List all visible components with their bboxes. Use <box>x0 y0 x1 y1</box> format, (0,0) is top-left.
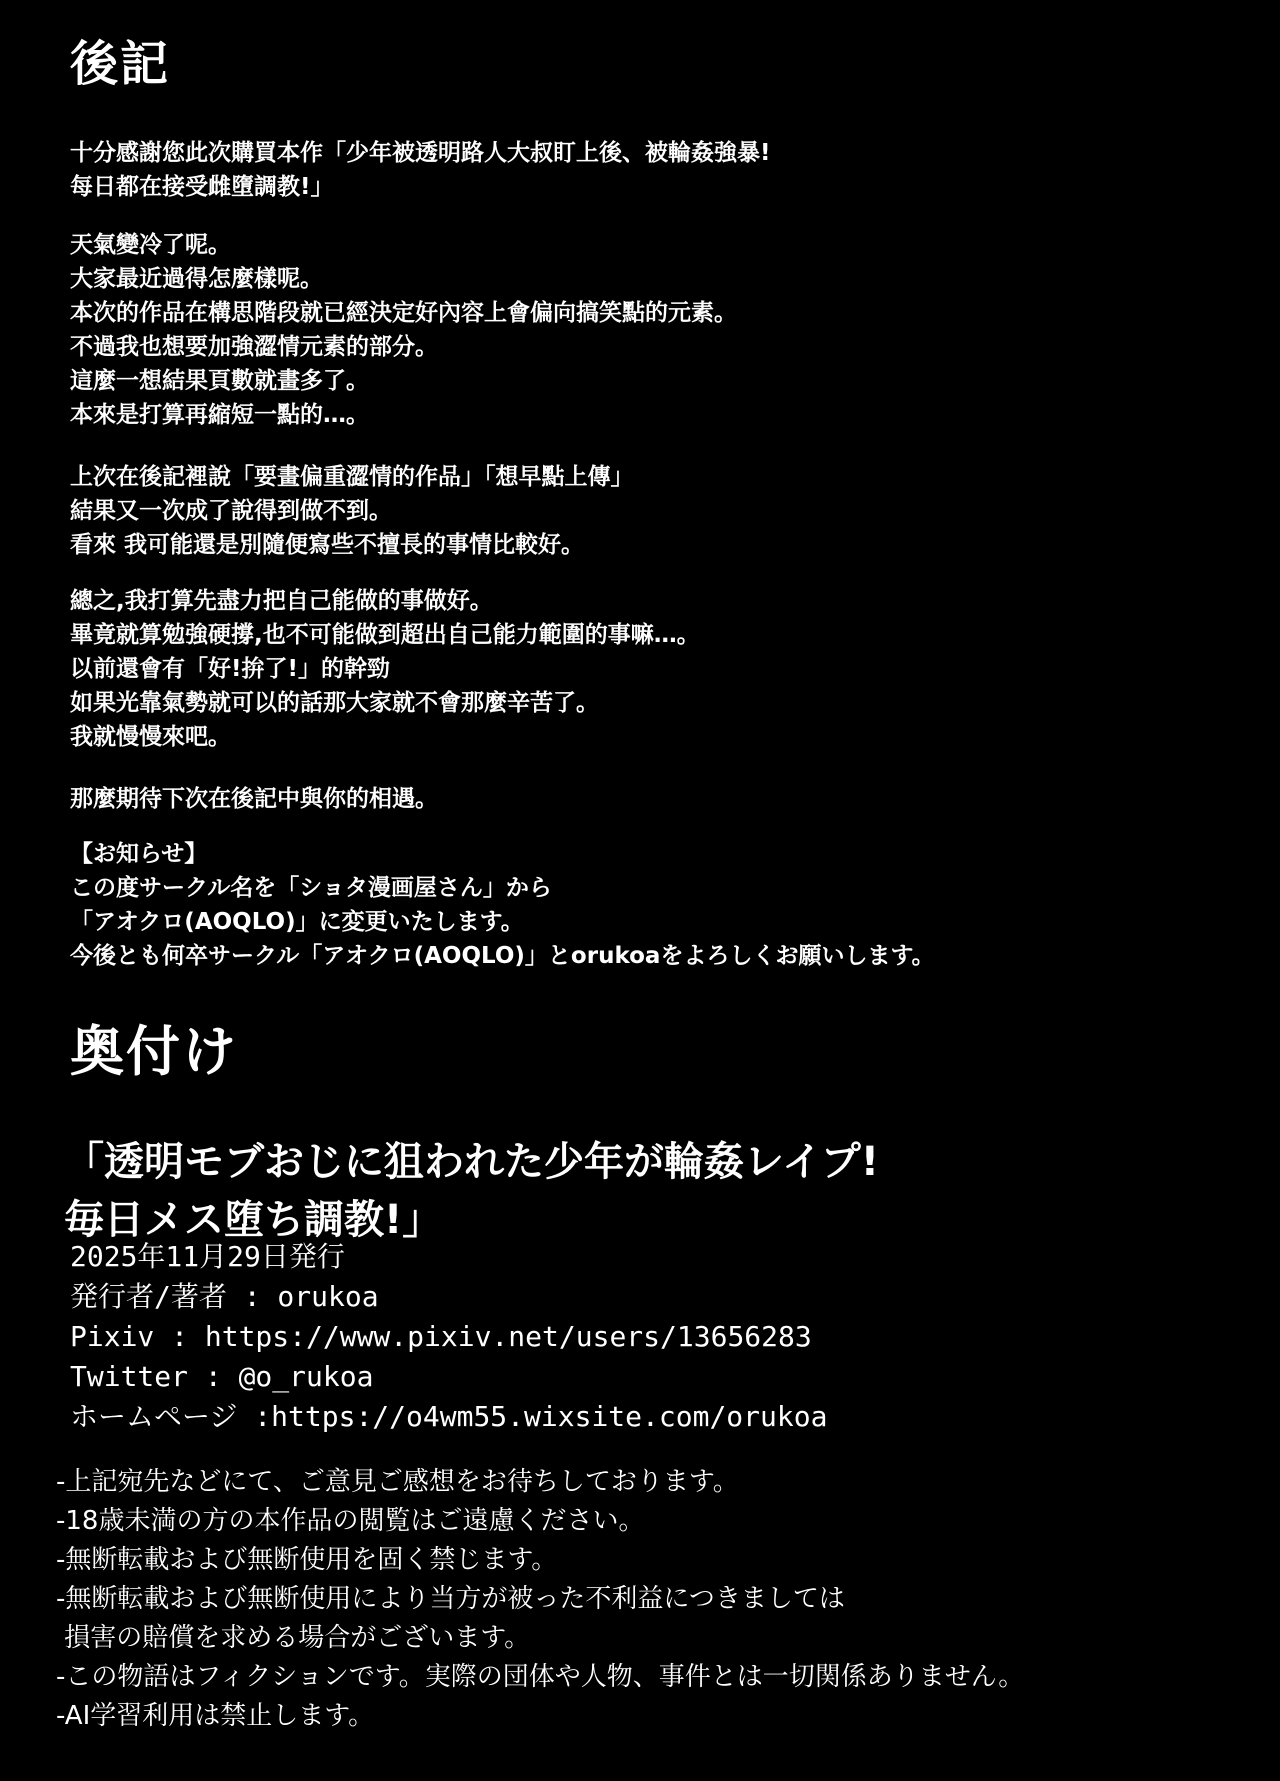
text-line: 總之,我打算先盡力把自己能做的事做好。 <box>70 588 493 614</box>
afterword-paragraph-5 <box>70 782 438 816</box>
text-line: 畢竟就算勉強硬撐,也不可能做到超出自己能力範圍的事嘛…。 <box>70 622 700 648</box>
twitter-handle: Twitter : @o_rukoa <box>70 1360 374 1393</box>
note-line: 損害の賠償を求める場合がございます。 <box>56 1623 531 1653</box>
note-line: -AI学習利用は禁止します。 <box>56 1701 375 1731</box>
note-line: -この物語はフィクションです。実際の団体や人物、事件とは一切関係ありません。 <box>56 1662 1025 1692</box>
text-line: 本次的作品在構思階段就已經決定好內容上會偏向搞笑點的元素。 <box>70 300 737 326</box>
text-line: 天氣變冷了呢。 <box>70 232 231 258</box>
note-line: -上記宛先などにて、ご意見ご感想をお待ちしております。 <box>56 1467 739 1497</box>
book-title <box>64 1133 879 1249</box>
text-line: この度サークル名を「ショタ漫画屋さん」から <box>70 875 552 901</box>
legal-notes <box>56 1463 1024 1736</box>
note-line: -18歳未満の方の本作品の閲覧はご遠慮ください。 <box>56 1506 645 1536</box>
text-line: 如果光靠氣勢就可以的話那大家就不會那麼辛苦了。 <box>70 690 599 716</box>
text-line: 看來 我可能還是別隨便寫些不擅長的事情比較好。 <box>70 532 585 558</box>
notice-heading: 【お知らせ】 <box>70 841 208 867</box>
note-line: -無断転載および無断使用により当方が被った不利益につきましては <box>56 1584 845 1614</box>
text-line: 本來是打算再縮短一點的…。 <box>70 402 369 428</box>
text-line: 上次在後記裡說「要畫偏重澀情的作品」「想早點上傳」 <box>70 464 634 490</box>
text-line: 大家最近過得怎麼樣呢。 <box>70 266 323 292</box>
pixiv-link: Pixiv : https://www.pixiv.net/users/13656283 <box>70 1320 812 1353</box>
text-line: 今後とも何卒サークル「アオクロ(AOQLO)」とorukoaをよろしくお願いします。 <box>70 943 935 969</box>
afterword-heading: 後記 <box>70 36 171 92</box>
text-line: 以前還會有「好!拚了!」的幹勁 <box>70 656 390 682</box>
afterword-paragraph-3 <box>70 460 634 562</box>
publisher-author: 発行者/著者 : orukoa <box>70 1280 379 1313</box>
text-line: 每日都在接受雌墮調教!」 <box>70 174 334 200</box>
book-title-line: 「透明モブおじに狙われた少年が輪姦レイプ! <box>64 1139 880 1185</box>
note-line: -無断転載および無断使用を固く禁じます。 <box>56 1545 558 1575</box>
notice-block <box>70 837 935 973</box>
book-title-line: 毎日メス堕ち調教!」 <box>64 1197 443 1243</box>
text-line: 這麼一想結果頁數就畫多了。 <box>70 368 369 394</box>
afterword-paragraph-2 <box>70 228 737 432</box>
text-line: 結果又一次成了說得到做不到。 <box>70 498 392 524</box>
publication-date: 2025年11月29日発行 <box>70 1240 345 1273</box>
publication-info <box>70 1237 827 1437</box>
text-line: 「アオクロ(AOQLO)」に変更いたします。 <box>70 909 524 935</box>
colophon-heading: 奥付け <box>70 1020 238 1083</box>
text-line: 不過我也想要加強澀情元素的部分。 <box>70 334 438 360</box>
afterword-paragraph-1 <box>70 136 771 204</box>
text-line: 那麼期待下次在後記中與你的相遇。 <box>70 786 438 812</box>
afterword-paragraph-4 <box>70 584 700 754</box>
text-line: 我就慢慢來吧。 <box>70 724 231 750</box>
text-line: 十分感謝您此次購買本作「少年被透明路人大叔盯上後、被輪姦強暴! <box>70 140 771 166</box>
homepage-link: ホームページ :https://o4wm55.wixsite.com/orukoa <box>70 1400 828 1433</box>
